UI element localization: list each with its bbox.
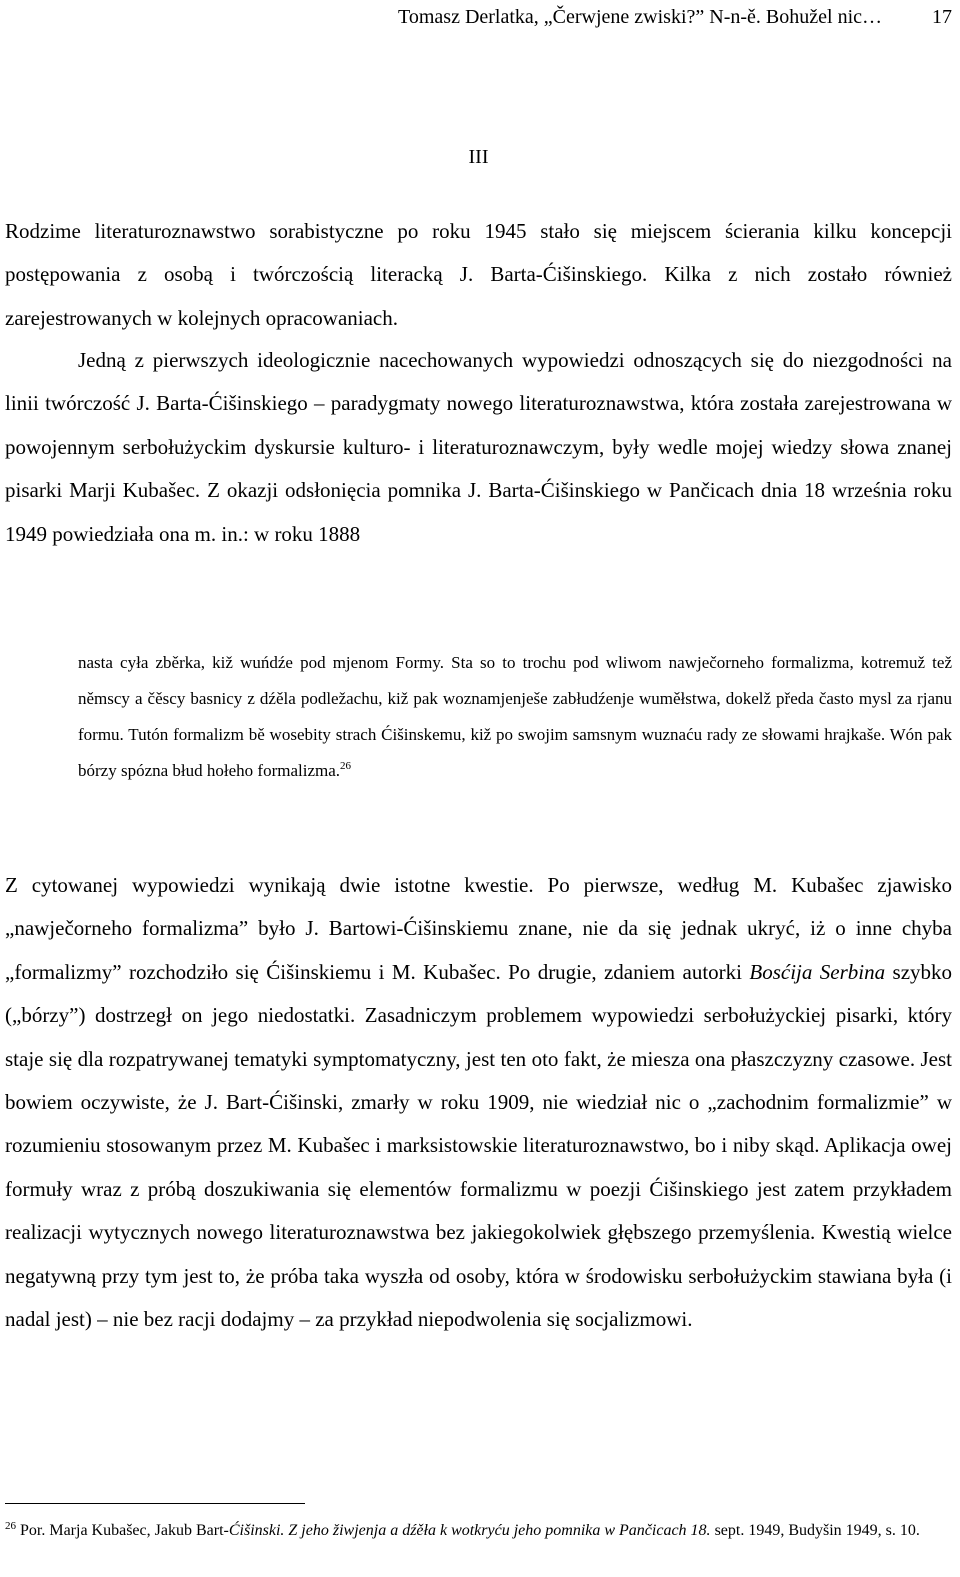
block-quote-text: nasta cyła zběrka, kiž wuńdźe pod mjenom Formy. Sta so to trochu pod wliwom nawječorneho formalizma, kotremuž tež němscy a čěscy basnicy z dźěla podležachu, kiž pak woznamjenješe zabłudźenje wuměłstwa, dokelž předa často mysl za rjanu formu. Tutón formalizm bě wosebity strach Ćišinskemu, kiž po swojim samsnym wuznaću rady ze słowami hrajkaše. Wón pak bórzy spózna błud hołeho formalizma. — [78, 653, 952, 780]
footnote-italic-title: Ćišinski. Z jeho žiwjenja a dźěła k wotkryću jeho pomnika w Pančicach 18. — [228, 1522, 711, 1539]
paragraph-3 — [5, 864, 952, 1341]
footnote-separator — [5, 1503, 305, 1504]
running-header-title: Tomasz Derlatka, „Čerwjene zwiski?” N-n-ě. Bohužel nic… — [398, 6, 882, 28]
section-number: III — [468, 146, 489, 168]
running-header — [5, 4, 952, 30]
footnote-text-a: Por. Marja Kubašec, Jakub Bart- — [20, 1522, 229, 1539]
paragraph-3-italic-title: Bosćija Serbina — [749, 959, 886, 984]
footnote-reference[interactable]: 26 — [340, 760, 352, 772]
paragraph-2: Jedną z pierwszych ideologicznie nacechowanych wypowiedzi odnoszących się do niezgodności na linii twórczość J. Barta-Ćišinskiego – paradygmaty nowego literaturoznawstwa, która została zarejestrowana w powojennym serbołużyckim dyskursie kulturo- i literaturoznawczym, były wedle mojej wiedzy słowa znanej pisarki Marji Kubašec. Z okazji odsłonięcia pomnika J. Barta-Ćišinskiego w Pančicach dnia 18 września roku 1949 powiedziała ona m. in.: w roku 1888 — [5, 348, 952, 546]
footnote-text-b: sept. 1949, Budyšin 1949, s. 10. — [714, 1522, 920, 1539]
paragraph-3-text-a: Z cytowanej wypowiedzi wynikają dwie istotne kwestie. Po pierwsze, według M. Kubašec zjawisko „nawječorneho formalizma” było J. Bartowi-Ćišinskiemu znane, nie da się jednak ukryć, iż o inne chyba „formalizmy” rozchodziło się Ćišinskiemu i M. Kubašec. Po drugie, zdaniem autorki — [5, 873, 952, 984]
block-quote — [78, 645, 952, 789]
footnote-number: 26 — [5, 1520, 16, 1532]
footnote — [5, 1518, 952, 1543]
page-number: 17 — [932, 6, 952, 28]
paragraph-1: Rodzime literaturoznawstwo sorabistyczne po roku 1945 stało się miejscem ścierania kilku koncepcji postępowania z osobą i twórczością literacką J. Barta-Ćišinskiego. Kilka z nich zostało również zarejestrowanych w kolejnych opracowaniach. — [5, 219, 952, 330]
paragraph-3-text-b: szybko („bórzy”) dostrzegł on jego niedostatki. Zasadniczym problemem wypowiedzi serbołużyckiej pisarki, który staje się dla rozpatrywanej tematyki symptomatyczny, jest ten oto fakt, że miesza ona płaszczyzny czasowe. Jest bowiem oczywiste, że J. Bart-Ćišinski, zmarły w roku 1909, nie wiedział nic o „zachodnim formalizmie” w rozumieniu stosowanym przez M. Kubašec i marksistowskie literaturoznawstwo, bo i niby skąd. Aplikacja owej formuły wraz z próbą doszukiwania się elementów formalizmu w poezji Ćišinskiego jest zatem przykładem realizacji wytycznych nowego literaturoznawstwa bez jakiegokolwiek głębszego przemyślenia. Kwestią wielce negatywną przy tym jest to, że próba taka wyszła od osoby, która w środowisku serbołużyckim stawiana była (i nadal jest) – nie bez racji dodajmy – za przykład niepodwolenia się socjalizmowi. — [5, 959, 953, 1332]
